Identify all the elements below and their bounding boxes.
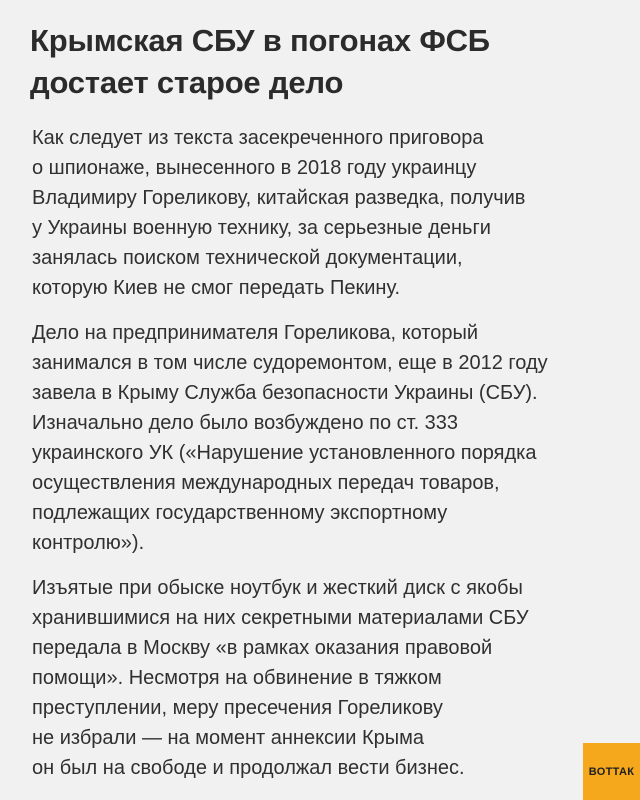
text-line: занимался в том числе судоремонтом, еще в 2012 году (32, 352, 548, 374)
text-line: осуществления международных передач товаров, (32, 472, 500, 494)
text-line: передала в Москву «в рамках оказания правовой (32, 637, 493, 659)
paragraph-1 (32, 123, 622, 303)
text-line: подлежащих государственному экспортному (32, 502, 448, 524)
article-body (32, 123, 622, 798)
brand-logo-text: ВОТТАК (588, 765, 635, 778)
brand-logo (583, 743, 640, 800)
text-line: у Украины военную технику, за серьезные деньги (32, 217, 491, 239)
title-line: достает старое дело (30, 65, 344, 100)
text-line: занялась поиском технической документации, (32, 247, 463, 269)
text-line: Дело на предпринимателя Гореликова, который (32, 322, 478, 344)
text-line: контролю»). (32, 532, 145, 554)
text-line: о шпионаже, вынесенного в 2018 году украинцу (32, 157, 477, 179)
paragraph-2 (32, 318, 622, 558)
text-line: Изъятые при обыске ноутбук и жесткий диск с якобы (32, 577, 523, 599)
text-line: Владимиру Гореликову, китайская разведка, получив (32, 187, 526, 209)
text-line: он был на свободе и продолжал вести бизнес. (32, 757, 465, 779)
text-line: хранившимися на них секретными материалами СБУ (32, 607, 529, 629)
title-line: Крымская СБУ в погонах ФСБ (30, 23, 490, 58)
text-line: завела в Крыму Служба безопасности Украины (СБУ). (32, 382, 538, 404)
text-line: Изначально дело было возбуждено по ст. 333 (32, 412, 459, 434)
text-line: преступлении, меру пресечения Гореликову (32, 697, 443, 719)
text-line: Как следует из текста засекреченного приговора (32, 127, 484, 149)
paragraph-3 (32, 573, 622, 783)
text-line: украинского УК («Нарушение установленного порядка (32, 442, 537, 464)
page-title (30, 20, 610, 104)
text-line: помощи». Несмотря на обвинение в тяжком (32, 667, 442, 689)
text-line: не избрали — на момент аннексии Крыма (32, 727, 424, 749)
text-line: которую Киев не смог передать Пекину. (32, 277, 401, 299)
